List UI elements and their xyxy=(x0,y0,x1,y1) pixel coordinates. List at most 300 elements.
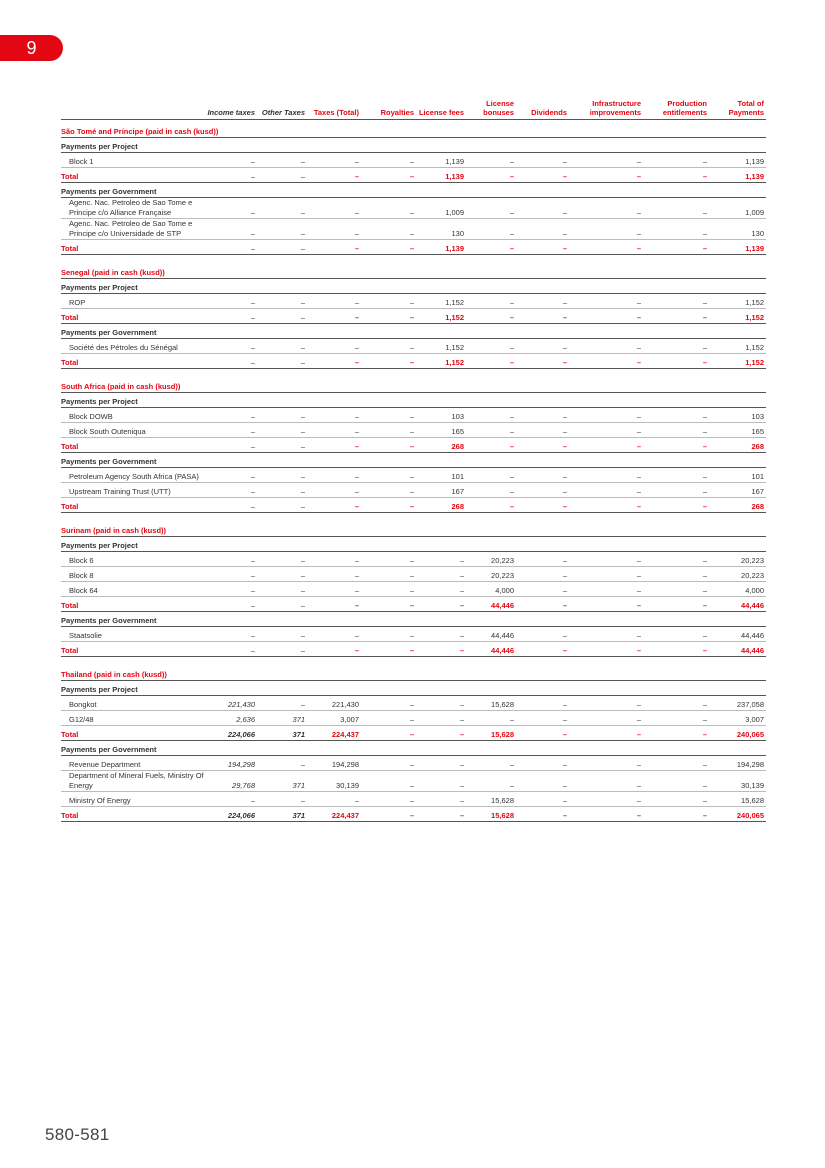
total-row xyxy=(61,354,766,369)
table-cell: – xyxy=(416,627,466,642)
table-cell: – xyxy=(361,498,416,513)
group-title-row xyxy=(61,453,766,468)
table-cell: 44,446 xyxy=(466,597,516,612)
group-title-row xyxy=(61,138,766,153)
table-cell: 20,223 xyxy=(709,567,766,582)
table-cell: – xyxy=(569,567,643,582)
table-cell: – xyxy=(466,294,516,309)
table-cell: 240,065 xyxy=(709,807,766,822)
table-cell: – xyxy=(516,408,569,423)
header-license-bonuses: License bonuses xyxy=(466,98,516,120)
table-cell: – xyxy=(257,219,307,240)
table-cell: – xyxy=(643,597,709,612)
table-cell: 1,152 xyxy=(416,339,466,354)
table-cell: – xyxy=(307,567,361,582)
header-production-entitlements: Production entitlements xyxy=(643,98,709,120)
table-cell: Revenue Department xyxy=(61,756,206,771)
section-title: Senegal (paid in cash (kusd)) xyxy=(61,261,766,279)
table-cell: 371 xyxy=(257,711,307,726)
table-cell: – xyxy=(416,807,466,822)
section-title-row xyxy=(61,519,766,537)
table-cell: – xyxy=(361,597,416,612)
table-cell: – xyxy=(569,408,643,423)
table-cell: – xyxy=(206,198,257,219)
table-cell: – xyxy=(516,219,569,240)
table-cell: – xyxy=(569,168,643,183)
table-cell: 240,065 xyxy=(709,726,766,741)
table-cell: – xyxy=(643,423,709,438)
table-cell: – xyxy=(416,582,466,597)
table-cell: Total xyxy=(61,498,206,513)
table-cell: 2,636 xyxy=(206,711,257,726)
table-cell: Total xyxy=(61,354,206,369)
table-cell: – xyxy=(466,240,516,255)
table-cell: – xyxy=(257,423,307,438)
table-cell: – xyxy=(361,423,416,438)
group-title-row xyxy=(61,537,766,552)
table-cell: – xyxy=(361,756,416,771)
header-taxes-total: Taxes (Total) xyxy=(307,98,361,120)
table-row xyxy=(61,696,766,711)
table-cell: Petroleum Agency South Africa (PASA) xyxy=(61,468,206,483)
table-cell: 237,058 xyxy=(709,696,766,711)
table-cell: – xyxy=(466,438,516,453)
table-cell: – xyxy=(466,339,516,354)
total-row xyxy=(61,642,766,657)
table-cell: – xyxy=(516,153,569,168)
table-cell: 167 xyxy=(709,483,766,498)
table-cell: – xyxy=(569,792,643,807)
table-cell: 167 xyxy=(416,483,466,498)
table-cell: – xyxy=(466,468,516,483)
table-cell: – xyxy=(466,408,516,423)
header-license-fees: License fees xyxy=(416,98,466,120)
table-cell: – xyxy=(466,498,516,513)
table-cell: 165 xyxy=(416,423,466,438)
table-cell: – xyxy=(466,423,516,438)
total-row xyxy=(61,597,766,612)
table-cell: – xyxy=(361,483,416,498)
table-cell: – xyxy=(257,294,307,309)
table-cell: – xyxy=(307,408,361,423)
header-royalties: Royalties xyxy=(361,98,416,120)
page-number: 9 xyxy=(26,38,37,58)
table-cell: – xyxy=(643,309,709,324)
table-cell: – xyxy=(206,309,257,324)
table-cell: – xyxy=(307,219,361,240)
table-cell: – xyxy=(569,438,643,453)
table-cell: 224,066 xyxy=(206,807,257,822)
table-cell: – xyxy=(643,339,709,354)
group-title-row xyxy=(61,681,766,696)
table-cell: – xyxy=(361,468,416,483)
table-cell: – xyxy=(569,153,643,168)
table-cell: 15,628 xyxy=(709,792,766,807)
table-cell: – xyxy=(516,711,569,726)
table-cell: Total xyxy=(61,726,206,741)
table-cell: 44,446 xyxy=(709,627,766,642)
total-row xyxy=(61,309,766,324)
table-cell: – xyxy=(516,771,569,792)
table-cell: – xyxy=(257,168,307,183)
header-total-payments: Total of Payments xyxy=(709,98,766,120)
table-cell: – xyxy=(206,339,257,354)
table-cell: – xyxy=(257,240,307,255)
table-cell: 15,628 xyxy=(466,696,516,711)
table-cell: 1,139 xyxy=(709,168,766,183)
table-cell: – xyxy=(516,597,569,612)
table-cell: – xyxy=(257,627,307,642)
table-cell: 44,446 xyxy=(466,627,516,642)
table-cell: Staatsolie xyxy=(61,627,206,642)
table-cell: – xyxy=(307,198,361,219)
table-cell: – xyxy=(643,219,709,240)
table-cell: – xyxy=(416,552,466,567)
table-cell: – xyxy=(206,498,257,513)
table-cell: Block 64 xyxy=(61,582,206,597)
table-cell: – xyxy=(307,168,361,183)
total-row xyxy=(61,240,766,255)
table-cell: – xyxy=(206,483,257,498)
table-cell: – xyxy=(643,792,709,807)
table-cell: – xyxy=(466,309,516,324)
table-cell: – xyxy=(466,198,516,219)
group-title-row xyxy=(61,279,766,294)
table-cell: 130 xyxy=(709,219,766,240)
table-cell: Total xyxy=(61,168,206,183)
table-cell: – xyxy=(643,294,709,309)
table-cell: – xyxy=(569,711,643,726)
table-cell: – xyxy=(257,567,307,582)
table-cell: 44,446 xyxy=(709,597,766,612)
table-cell: – xyxy=(257,597,307,612)
table-cell: 20,223 xyxy=(709,552,766,567)
table-cell: – xyxy=(206,642,257,657)
table-cell: 29,768 xyxy=(206,771,257,792)
table-cell: 1,152 xyxy=(416,294,466,309)
table-cell: – xyxy=(206,792,257,807)
table-cell: 3,007 xyxy=(307,711,361,726)
table-cell: 1,009 xyxy=(416,198,466,219)
section-title: South Africa (paid in cash (kusd)) xyxy=(61,375,766,393)
table-cell: Block 1 xyxy=(61,153,206,168)
table-cell: ROP xyxy=(61,294,206,309)
table-cell: – xyxy=(257,468,307,483)
payments-table-container xyxy=(61,98,766,822)
table-cell: 224,437 xyxy=(307,726,361,741)
table-cell: 371 xyxy=(257,807,307,822)
table-cell: – xyxy=(569,219,643,240)
table-cell: – xyxy=(206,552,257,567)
table-row xyxy=(61,711,766,726)
table-cell: – xyxy=(307,354,361,369)
table-cell: – xyxy=(569,627,643,642)
group-title: Payments per Government xyxy=(61,741,766,756)
table-cell: 221,430 xyxy=(206,696,257,711)
table-cell: Block South Outeniqua xyxy=(61,423,206,438)
table-cell: – xyxy=(361,240,416,255)
table-cell: 1,139 xyxy=(416,240,466,255)
table-cell: 165 xyxy=(709,423,766,438)
group-title-row xyxy=(61,324,766,339)
table-cell: 1,139 xyxy=(416,153,466,168)
table-cell: – xyxy=(206,423,257,438)
table-cell: 194,298 xyxy=(709,756,766,771)
table-cell: – xyxy=(643,483,709,498)
table-cell: – xyxy=(307,423,361,438)
table-cell: – xyxy=(361,339,416,354)
table-cell: – xyxy=(206,408,257,423)
table-cell: – xyxy=(416,711,466,726)
total-row xyxy=(61,807,766,822)
table-cell: – xyxy=(206,240,257,255)
table-cell: – xyxy=(516,468,569,483)
table-cell: – xyxy=(307,468,361,483)
table-cell: – xyxy=(516,582,569,597)
group-title-row xyxy=(61,741,766,756)
table-cell: – xyxy=(416,726,466,741)
table-cell: – xyxy=(257,582,307,597)
table-cell: 15,628 xyxy=(466,807,516,822)
page-range: 580-581 xyxy=(45,1125,110,1144)
table-cell: 1,152 xyxy=(709,339,766,354)
table-cell: 3,007 xyxy=(709,711,766,726)
table-row xyxy=(61,582,766,597)
table-cell: – xyxy=(416,756,466,771)
table-cell: – xyxy=(643,627,709,642)
section-title: Surinam (paid in cash (kusd)) xyxy=(61,519,766,537)
header-income-taxes: Income taxes xyxy=(206,98,257,120)
group-title: Payments per Project xyxy=(61,537,766,552)
table-cell: – xyxy=(516,483,569,498)
table-cell: 30,139 xyxy=(709,771,766,792)
table-cell: 1,139 xyxy=(709,153,766,168)
group-title: Payments per Project xyxy=(61,279,766,294)
table-cell: – xyxy=(516,438,569,453)
table-row xyxy=(61,198,766,219)
table-row xyxy=(61,468,766,483)
header-other-taxes: Other Taxes xyxy=(257,98,307,120)
table-cell: 101 xyxy=(416,468,466,483)
table-cell: 15,628 xyxy=(466,792,516,807)
table-cell: – xyxy=(466,771,516,792)
table-cell: – xyxy=(257,696,307,711)
table-cell: Total xyxy=(61,240,206,255)
table-row xyxy=(61,756,766,771)
table-cell: – xyxy=(569,597,643,612)
table-cell: – xyxy=(206,582,257,597)
table-cell: – xyxy=(361,294,416,309)
table-row xyxy=(61,567,766,582)
table-cell: – xyxy=(516,552,569,567)
table-cell: – xyxy=(569,339,643,354)
table-cell: 1,152 xyxy=(416,354,466,369)
table-cell: – xyxy=(416,567,466,582)
table-cell: – xyxy=(516,240,569,255)
table-cell: – xyxy=(257,339,307,354)
table-cell: – xyxy=(643,582,709,597)
table-cell: – xyxy=(361,807,416,822)
table-cell: – xyxy=(206,597,257,612)
table-cell: – xyxy=(516,696,569,711)
group-title: Payments per Government xyxy=(61,612,766,627)
table-cell: 371 xyxy=(257,726,307,741)
table-cell: – xyxy=(361,309,416,324)
table-cell: – xyxy=(257,354,307,369)
table-cell: 1,139 xyxy=(416,168,466,183)
table-cell: – xyxy=(516,792,569,807)
table-cell: Total xyxy=(61,309,206,324)
table-cell: – xyxy=(361,567,416,582)
table-row xyxy=(61,483,766,498)
table-cell: – xyxy=(206,219,257,240)
table-cell: – xyxy=(516,423,569,438)
table-cell: 1,009 xyxy=(709,198,766,219)
table-cell: – xyxy=(569,423,643,438)
table-cell: – xyxy=(643,696,709,711)
table-cell: – xyxy=(643,552,709,567)
table-row xyxy=(61,219,766,240)
table-cell: – xyxy=(307,552,361,567)
table-row xyxy=(61,627,766,642)
table-cell: – xyxy=(307,597,361,612)
table-cell: – xyxy=(361,354,416,369)
table-cell: 15,628 xyxy=(466,726,516,741)
table-cell: – xyxy=(466,483,516,498)
table-cell: – xyxy=(416,771,466,792)
table-cell: – xyxy=(257,792,307,807)
table-cell: – xyxy=(206,168,257,183)
table-cell: 1,152 xyxy=(416,309,466,324)
group-title-row xyxy=(61,612,766,627)
table-cell: 194,298 xyxy=(206,756,257,771)
table-cell: – xyxy=(206,354,257,369)
table-cell: – xyxy=(569,696,643,711)
table-cell: 103 xyxy=(416,408,466,423)
table-cell: Block 6 xyxy=(61,552,206,567)
table-cell: – xyxy=(361,726,416,741)
table-cell: – xyxy=(307,153,361,168)
table-cell: – xyxy=(257,483,307,498)
table-cell: – xyxy=(361,552,416,567)
table-cell: – xyxy=(206,627,257,642)
table-cell: – xyxy=(257,408,307,423)
group-title-row xyxy=(61,393,766,408)
section-title: São Tomé and Príncipe (paid in cash (kusd)) xyxy=(61,120,766,138)
table-cell: 194,298 xyxy=(307,756,361,771)
table-cell: – xyxy=(643,567,709,582)
table-cell: – xyxy=(516,339,569,354)
table-cell: – xyxy=(643,168,709,183)
table-row xyxy=(61,339,766,354)
table-cell: Ministry Of Energy xyxy=(61,792,206,807)
table-cell: – xyxy=(361,219,416,240)
table-cell: 101 xyxy=(709,468,766,483)
table-cell: Agenc. Nac. Petroleo de Sao Tome e Principe c/o Alliance Française xyxy=(61,198,206,219)
table-cell: 130 xyxy=(416,219,466,240)
table-cell: – xyxy=(516,498,569,513)
payments-table xyxy=(61,98,766,822)
table-cell: – xyxy=(516,354,569,369)
table-cell: – xyxy=(516,309,569,324)
table-cell: – xyxy=(257,198,307,219)
table-cell: 30,139 xyxy=(307,771,361,792)
table-cell: 224,437 xyxy=(307,807,361,822)
table-row xyxy=(61,153,766,168)
section-title-row xyxy=(61,120,766,138)
table-cell: – xyxy=(361,153,416,168)
group-title: Payments per Government xyxy=(61,453,766,468)
table-cell: – xyxy=(307,582,361,597)
table-cell: 1,152 xyxy=(709,309,766,324)
header-label-col xyxy=(61,98,206,120)
table-cell: – xyxy=(257,438,307,453)
table-cell: – xyxy=(466,711,516,726)
table-cell: – xyxy=(206,294,257,309)
table-cell: – xyxy=(361,438,416,453)
table-cell: – xyxy=(569,309,643,324)
table-cell: – xyxy=(257,153,307,168)
table-cell: Department of Mineral Fuels, Ministry Of Energy xyxy=(61,771,206,792)
table-cell: – xyxy=(569,240,643,255)
table-cell: – xyxy=(643,408,709,423)
table-cell: – xyxy=(361,168,416,183)
table-cell: – xyxy=(569,354,643,369)
table-cell: – xyxy=(307,294,361,309)
table-cell: – xyxy=(257,309,307,324)
table-cell: – xyxy=(361,696,416,711)
table-cell: Bongkot xyxy=(61,696,206,711)
table-cell: – xyxy=(643,711,709,726)
table-body xyxy=(61,120,766,822)
table-cell: – xyxy=(466,756,516,771)
table-cell: – xyxy=(416,696,466,711)
table-cell: – xyxy=(569,807,643,822)
table-cell: – xyxy=(643,153,709,168)
table-cell: – xyxy=(569,294,643,309)
table-cell: – xyxy=(307,627,361,642)
table-cell: – xyxy=(643,726,709,741)
table-cell: Block 8 xyxy=(61,567,206,582)
table-cell: Upstream Training Trust (UTT) xyxy=(61,483,206,498)
table-cell: – xyxy=(516,726,569,741)
table-cell: – xyxy=(569,198,643,219)
table-cell: – xyxy=(516,807,569,822)
table-cell: – xyxy=(361,711,416,726)
table-cell: 1,152 xyxy=(709,294,766,309)
page-number-tab xyxy=(0,35,63,61)
header-dividends: Dividends xyxy=(516,98,569,120)
table-cell: – xyxy=(466,354,516,369)
table-cell: – xyxy=(206,468,257,483)
table-cell: – xyxy=(643,756,709,771)
table-cell: – xyxy=(569,726,643,741)
table-cell: – xyxy=(643,642,709,657)
table-cell: – xyxy=(416,597,466,612)
table-cell: – xyxy=(307,339,361,354)
table-cell: – xyxy=(257,756,307,771)
table-cell: 268 xyxy=(416,438,466,453)
table-cell: 221,430 xyxy=(307,696,361,711)
table-cell: – xyxy=(257,552,307,567)
table-cell: – xyxy=(516,567,569,582)
table-cell: 44,446 xyxy=(709,642,766,657)
table-cell: – xyxy=(466,168,516,183)
table-row xyxy=(61,771,766,792)
table-cell: Block DOWB xyxy=(61,408,206,423)
table-cell: – xyxy=(516,642,569,657)
table-cell: – xyxy=(569,756,643,771)
